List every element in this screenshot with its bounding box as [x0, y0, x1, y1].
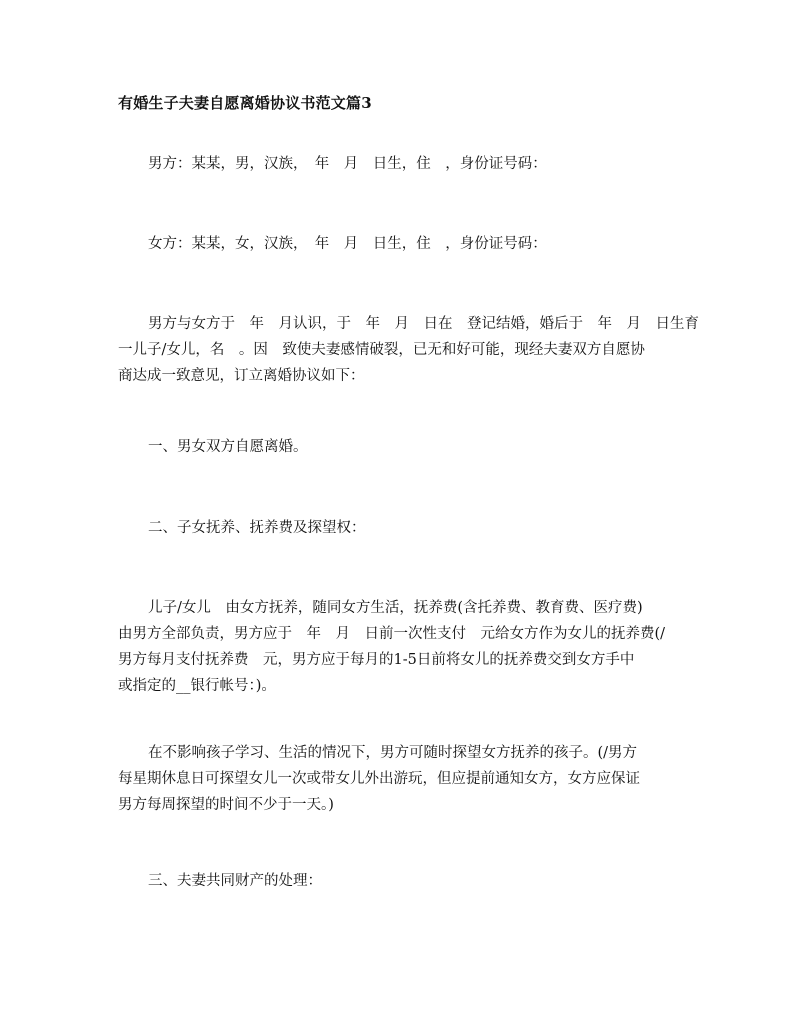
- text-line: 男方每月支付抚养费 元，男方应于每月的1-5日前将女儿的抚养费交到女方手中: [118, 652, 635, 668]
- text-line: 男方与女方于 年 月认识，于 年 月 日在 登记结婚，婚后于 年 月 日生育: [148, 316, 699, 332]
- visitation-paragraph: [118, 740, 690, 818]
- text-line: 男方每周探望的时间不少于一天。): [118, 797, 334, 813]
- text-line: 一儿子/女儿，名 。因 致使夫妻感情破裂，已无和好可能，现经夫妻双方自愿协: [118, 342, 645, 358]
- female-party-info: 女方：某某，女，汉族， 年 月 日生，住 ，身份证号码：: [148, 236, 547, 252]
- clause-3-heading: 三、夫妻共同财产的处理：: [148, 873, 322, 889]
- text-line: 在不影响孩子学习、生活的情况下，男方可随时探望女方抚养的孩子。(/男方: [148, 745, 638, 761]
- custody-paragraph: [118, 595, 690, 699]
- text-line: 商达成一致意见，订立离婚协议如下：: [118, 368, 365, 384]
- text-line: 由男方全部负责，男方应于 年 月 日前一次性支付 元给女方作为女儿的抚养费(/: [118, 626, 666, 642]
- clause-1-heading: 一、男女双方自愿离婚。: [148, 439, 308, 455]
- male-party-info: 男方：某某，男，汉族， 年 月 日生，住 ，身份证号码：: [148, 156, 547, 172]
- text-line: 每星期休息日可探望女儿一次或带女儿外出游玩，但应提前通知女方，女方应保证: [118, 771, 640, 787]
- text-line: 儿子/女儿 由女方抚养，随同女方生活，抚养费(含托养费、教育费、医疗费): [148, 600, 643, 616]
- clause-2-heading: 二、子女抚养、抚养费及探望权：: [148, 520, 366, 536]
- document-title: 有婚生子夫妻自愿离婚协议书范文篇3: [118, 94, 372, 112]
- text-line: 或指定的__银行帐号：)。: [118, 678, 276, 694]
- marriage-background-paragraph: [118, 311, 699, 389]
